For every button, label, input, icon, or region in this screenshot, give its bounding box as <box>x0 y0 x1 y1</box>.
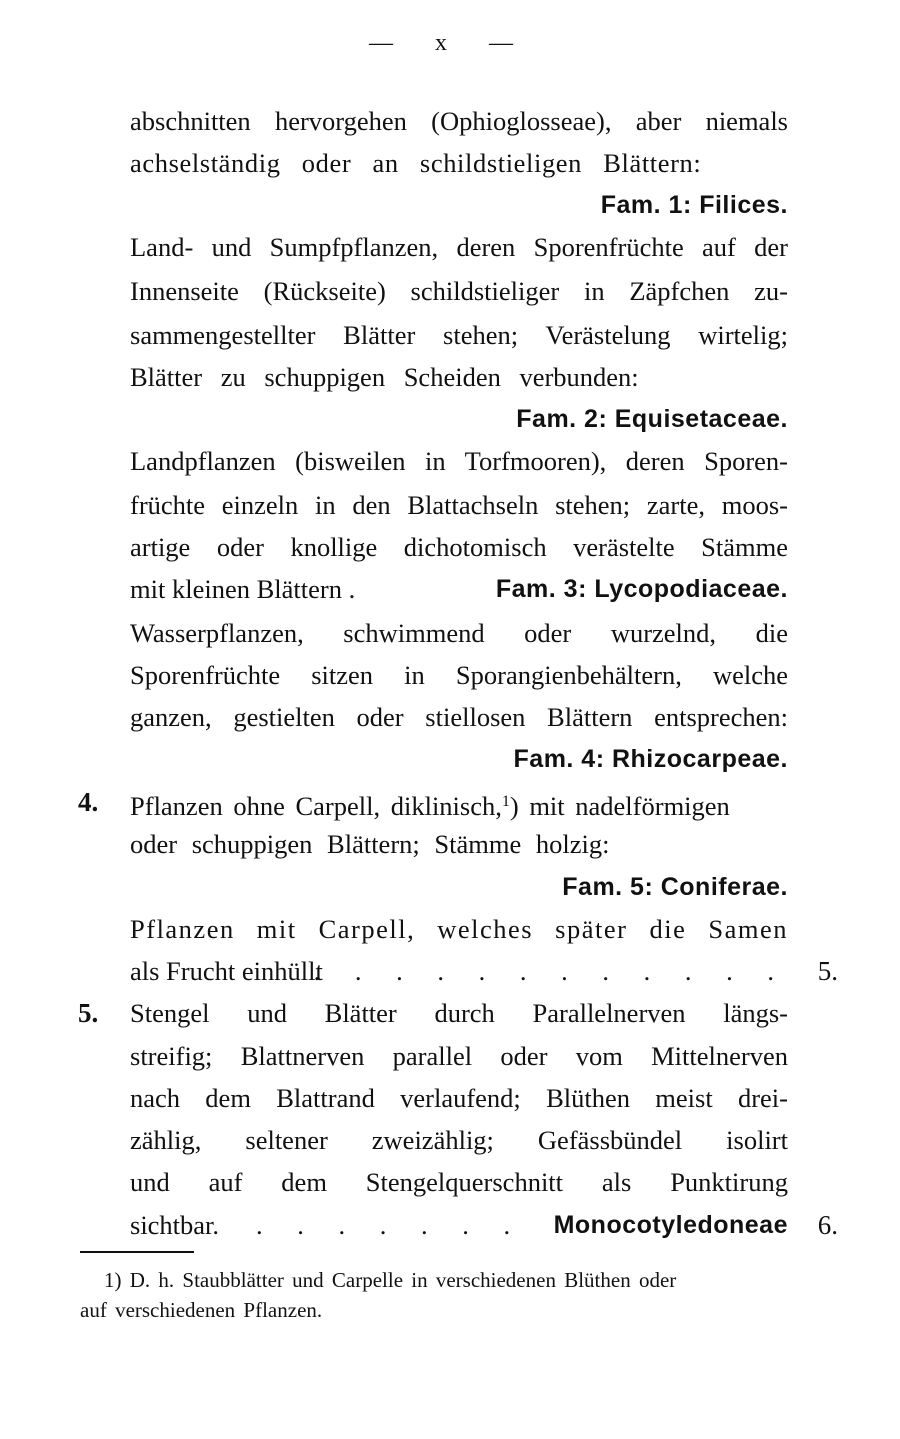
text-line-start: Pflanzen ohne Carpell, diklinisch, <box>130 791 502 821</box>
key-reference: 6. <box>817 1210 838 1240</box>
text-line: nach dem Blattrand verlaufend; Blüthen meist drei- <box>130 1083 788 1113</box>
text-line: Land- und Sumpfpflanzen, deren Sporenfrüchte auf der <box>130 232 788 262</box>
text-line: oder schuppigen Blättern; Stämme holzig: <box>130 829 610 859</box>
text-line <box>130 950 788 992</box>
text-line <box>130 1204 788 1246</box>
text-line: Landpflanzen (bisweilen in Torfmooren), deren Sporen- <box>130 446 788 476</box>
text-line-start: sichtbar. <box>130 1210 220 1240</box>
text-line: früchte einzeln in den Blattachseln stehen; zarte, moos- <box>130 490 788 520</box>
text-line-end: ) mit nadelförmigen <box>509 791 730 821</box>
family-heading: Fam. 5: Coniferae. <box>562 873 788 901</box>
text-line: Pflanzen mit Carpell, welches später die Samen <box>130 914 788 944</box>
key-number: 5. <box>78 998 99 1028</box>
text-line <box>130 781 788 827</box>
text-line: sammengestellter Blätter stehen; Verästelung wirtelig; <box>130 320 788 350</box>
family-heading: Fam. 2: Equisetaceae. <box>516 405 788 433</box>
footnote-text: 1) D. h. Staubblätter und Carpelle in verschiedenen Blüthen oder <box>104 1268 677 1292</box>
footnote-text: auf verschiedenen Pflanzen. <box>80 1298 323 1322</box>
text-line: streifig; Blattnerven parallel oder vom Mittelnerven <box>130 1041 788 1071</box>
text-line-start: mit kleinen Blättern . <box>130 574 356 604</box>
family-heading: Fam. 4: Rhizocarpeae. <box>513 745 788 773</box>
text-line: Stengel und Blätter durch Parallelnerven längs- <box>130 998 788 1028</box>
page-number-header: — x — <box>369 30 531 56</box>
text-line: ganzen, gestielten oder stiellosen Blättern entsprechen: <box>130 702 788 732</box>
text-line <box>130 568 788 610</box>
text-line: zählig, seltener zweizählig; Gefässbündel isolirt <box>130 1125 788 1155</box>
key-number: 4. <box>78 787 99 817</box>
text-line: und auf dem Stengelquerschnitt als Punktirung <box>130 1167 788 1197</box>
text-line: achselständig oder an schildstieligen Blättern: <box>130 148 702 178</box>
text-line: Blätter zu schuppigen Scheiden verbunden: <box>130 362 639 392</box>
footnote-divider <box>80 1251 194 1253</box>
leader-dots: . . . . . . . . . . . . <box>313 956 788 986</box>
class-heading: Monocotyledoneae <box>553 1211 788 1239</box>
text-line: abschnitten hervorgehen (Ophioglosseae), aber niemals <box>130 106 788 136</box>
text-line-start: als Frucht einhüllt <box>130 956 323 986</box>
family-heading: Fam. 3: Lycopodiaceae. <box>495 575 788 603</box>
text-line: artige oder knollige dichotomisch verästelte Stämme <box>130 532 788 562</box>
family-heading: Fam. 1: Filices. <box>600 191 788 219</box>
leader-dots: . . . . . . . <box>256 1210 525 1240</box>
footnote-marker: 1 <box>501 793 510 810</box>
key-reference: 5. <box>817 956 838 986</box>
text-line: Innenseite (Rückseite) schildstieliger in Zäpfchen zu- <box>130 276 788 306</box>
text-line: Sporenfrüchte sitzen in Sporangienbehältern, welche <box>130 660 788 690</box>
text-line: Wasserpflanzen, schwimmend oder wurzelnd, die <box>130 618 788 648</box>
